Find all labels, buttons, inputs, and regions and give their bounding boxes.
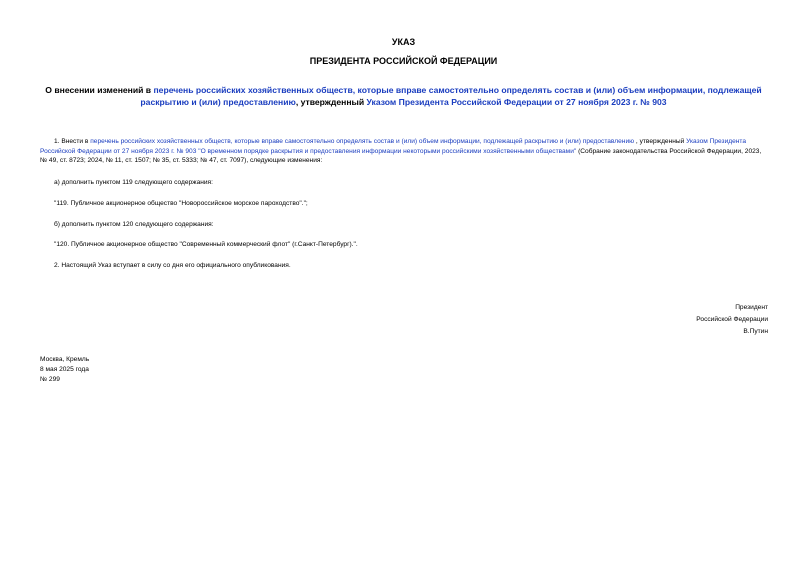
document-title: УКАЗ — [391, 37, 416, 47]
paragraph-1 — [40, 137, 768, 166]
place-date-block — [40, 355, 89, 385]
signature-country: Российской Федерации — [696, 316, 768, 323]
decree-number: № 299 — [40, 376, 60, 383]
subject-link-list[interactable]: перечень российских хозяйственных обществ, которые вправе самостоятельно определять состав и (или) объем информации, подлежащей раскрытию и (или) предоставлению — [140, 85, 762, 107]
paragraph-1-link-list[interactable]: перечень российских хозяйственных обществ, которые вправе самостоятельно определять состав и (или) объем информации, подлежащей раскрытию и (или) предоставлению — [90, 138, 635, 145]
subject-text-2: , утвержденный — [295, 96, 367, 107]
signature-position: Президент — [735, 304, 768, 311]
signing-place: Москва, Кремль — [40, 356, 90, 363]
paragraph-1-text-1: 1. Внести в — [54, 138, 91, 145]
subject-text-1: О внесении изменений в — [45, 85, 154, 95]
item-119: "119. Публичное акционерное общество "Новороссийское морское пароходство"."; — [54, 200, 308, 207]
paragraph-1-text-2: , утвержденный — [634, 138, 687, 145]
item-120: "120. Публичное акционерное общество "Современный коммерческий флот" (г.Санкт-Петербург).". — [54, 241, 358, 248]
paragraph-1-text-3: (Собрание законодательства Российской Федерации, 2023, № 49, ст. 8723; 2024, № 11, ст. 1507; № 35, ст. 5333; № 47, ст. 7097), следующие изменения: — [40, 147, 762, 165]
subject-link-decree[interactable]: Указом Президента Российской Федерации от 27 ноября 2023 г. № 903 — [366, 96, 667, 107]
paragraph-2: 2. Настоящий Указ вступает в силу со дня его официального опубликования. — [54, 262, 291, 269]
document-subject — [40, 85, 767, 108]
item-b: б) дополнить пунктом 120 следующего содержания: — [54, 221, 214, 228]
document-issuer: ПРЕЗИДЕНТА РОССИЙСКОЙ ФЕДЕРАЦИИ — [309, 56, 498, 66]
signing-date: 8 мая 2025 года — [40, 366, 89, 373]
paragraph-1-link-decree[interactable]: Указом Президента Российской Федерации от 27 ноября 2023 г. № 903 "О временном порядке раскрытия и предоставления информации некоторыми российскими хозяйственными обществами" — [40, 138, 747, 155]
item-a: а) дополнить пунктом 119 следующего содержания: — [54, 179, 213, 186]
signature-name: В.Путин — [743, 328, 768, 335]
signature-block — [696, 302, 768, 338]
